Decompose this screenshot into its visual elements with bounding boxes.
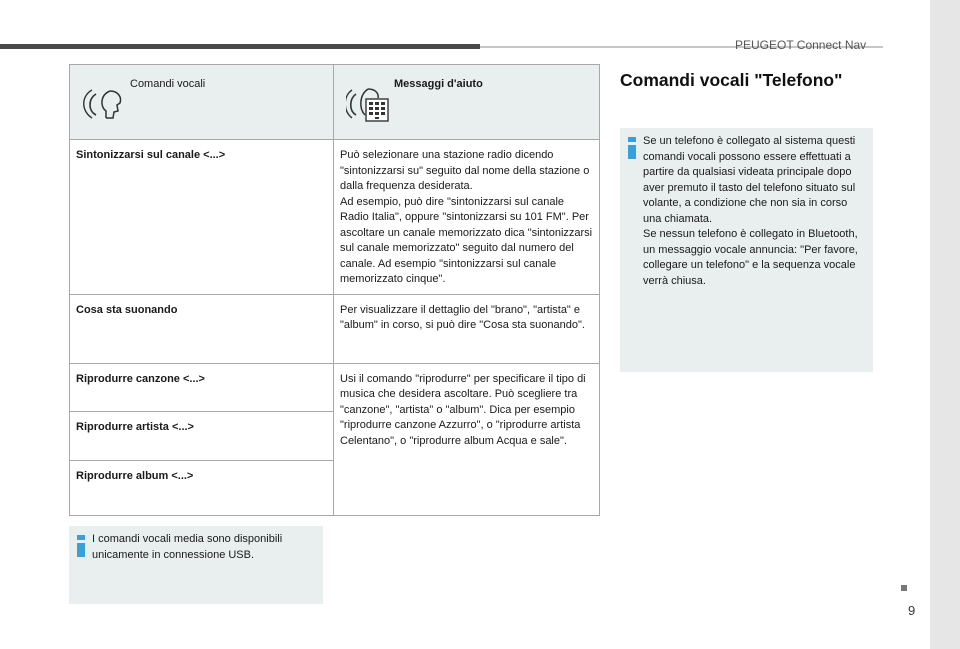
table-row	[70, 294, 600, 363]
header-label-help: Messaggi d'aiuto	[394, 78, 483, 90]
info-icon	[627, 137, 637, 159]
voice-speak-icon	[82, 85, 124, 121]
command-cell: Riprodurre album <...>	[70, 460, 334, 516]
brand-label: PEUGEOT Connect Nav	[735, 38, 867, 52]
command-cell: Cosa sta suonando	[70, 294, 334, 363]
command-cell: Riprodurre artista <...>	[70, 411, 334, 460]
help-cell: Può selezionare una stazione radio dicendo "sintonizzarsi su" seguito dal nome della stazione o dalla frequenza desiderata. Ad esempio, può dire "sintonizzarsi sul canale Radio Italia", oppure "sintonizzarsi su 101 FM". Per ascoltare un canale memorizzato dica "sintonizzarsi sul canale memorizzato" seguito dal numero del canale. Ad esempio "sintonizzarsi sul canale memorizzato cinque".	[334, 140, 600, 295]
table-row	[70, 363, 600, 411]
media-info-note	[69, 526, 323, 604]
command-cell: Sintonizzarsi sul canale <...>	[70, 140, 334, 295]
continued-marker	[901, 585, 907, 591]
help-cell: Usi il comando "riprodurre" per specificare il tipo di musica che desidera ascoltare. Può scegliere tra "canzone", "artista" o "album". Dica per esempio "riprodurre canzone Azzurro", o "riprodurre artista Celentano", o "riprodurre album Acqua e sale".	[334, 363, 600, 516]
command-cell: Riprodurre canzone <...>	[70, 363, 334, 411]
info-icon	[76, 535, 86, 557]
help-cell: Per visualizzare il dettaglio del "brano", "artista" e "album" in corso, si può dire "Cosa sta suonando".	[334, 294, 600, 363]
header-rule-dark	[0, 44, 480, 49]
page-side-strip	[930, 0, 960, 649]
table-row	[70, 140, 600, 295]
media-note-text: I comandi vocali media sono disponibili unicamente in connessione USB.	[92, 533, 283, 561]
phone-info-note	[620, 128, 873, 372]
page-number: 9	[908, 603, 916, 618]
table-header-row	[70, 65, 600, 140]
voice-commands-table	[69, 64, 600, 516]
voice-help-keypad-icon	[346, 85, 390, 125]
phone-note-text: Se un telefono è collegato al sistema questi comandi vocali possono essere effettuati a partire da qualsiasi videata principale dopo aver premuto il tasto del telefono situato sul volante, a condizione che non sia in corso una chiamata. Se nessun telefono è collegato in Bluetooth, un messaggio vocale annuncia: "Per favore, collegare un telefono" e la sequenza vocale verrà chiusa.	[643, 135, 858, 287]
phone-section-title: Comandi vocali "Telefono"	[620, 70, 843, 90]
header-cell-help	[334, 65, 600, 140]
header-cell-commands	[70, 65, 334, 140]
header-label-commands: Comandi vocali	[130, 78, 206, 90]
